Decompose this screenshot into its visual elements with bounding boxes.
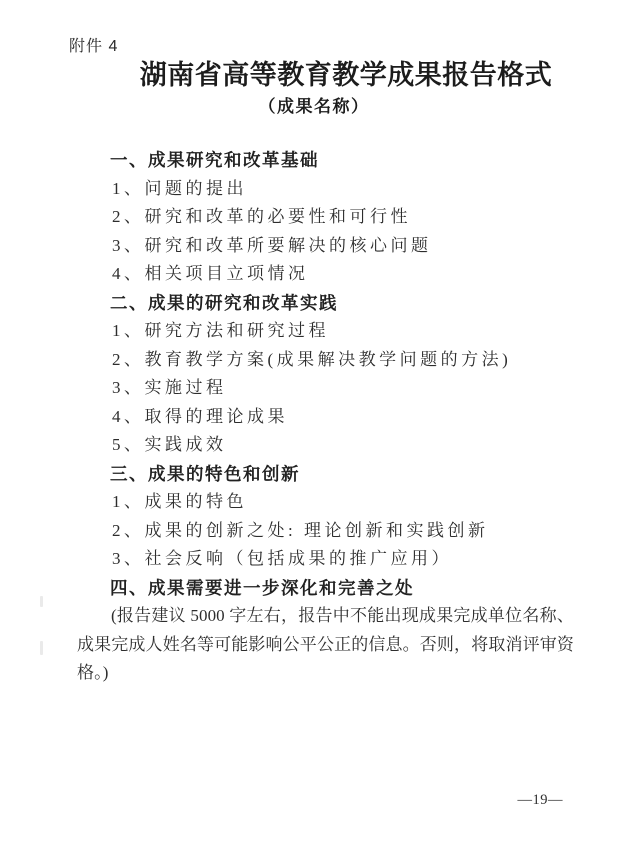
document-title: 湖南省高等教育教学成果报告格式 [139,60,553,90]
section-heading: 二、成果的研究和改革实践 [110,292,338,313]
note-paragraph: (报告建议 5000 字左右，报告中不能出现成果完成单位名称、成果完成人姓名等可能影响公平公正的信息。否则，将取消评审资格。) [77,606,574,682]
outline-item: 1、问题的提出 [112,178,247,198]
scan-artifact [40,596,43,607]
outline-item: 4、取得的理论成果 [112,406,288,426]
page-number: —19— [517,792,563,808]
section-heading: 四、成果需要进一步深化和完善之处 [110,577,414,598]
outline-item: 4、相关项目立项情况 [112,264,309,283]
outline-item: 3、实施过程 [112,378,227,397]
scan-artifact [40,641,43,655]
outline-item: 3、社会反响（包括成果的推广应用） [112,549,452,568]
outline-item: 2、教育教学方案(成果解决教学问题的方法) [112,349,512,369]
document-subtitle: （成果名称） [258,97,370,116]
outline-item: 3、研究和改革所要解决的核心问题 [112,235,432,255]
section-heading: 三、成果的特色和创新 [110,463,300,484]
attachment-label: 附件 4 [69,38,119,55]
outline-item: 5、实践成效 [112,435,227,454]
outline-item: 2、研究和改革的必要性和可行性 [112,207,411,226]
outline-item: 1、研究方法和研究过程 [112,321,329,340]
outline [77,146,574,602]
outline-item: 1、成果的特色 [112,492,247,511]
outline-item: 2、成果的创新之处: 理论创新和实践创新 [112,520,489,540]
document-body [77,146,574,688]
section-heading: 一、成果研究和改革基础 [110,150,319,170]
